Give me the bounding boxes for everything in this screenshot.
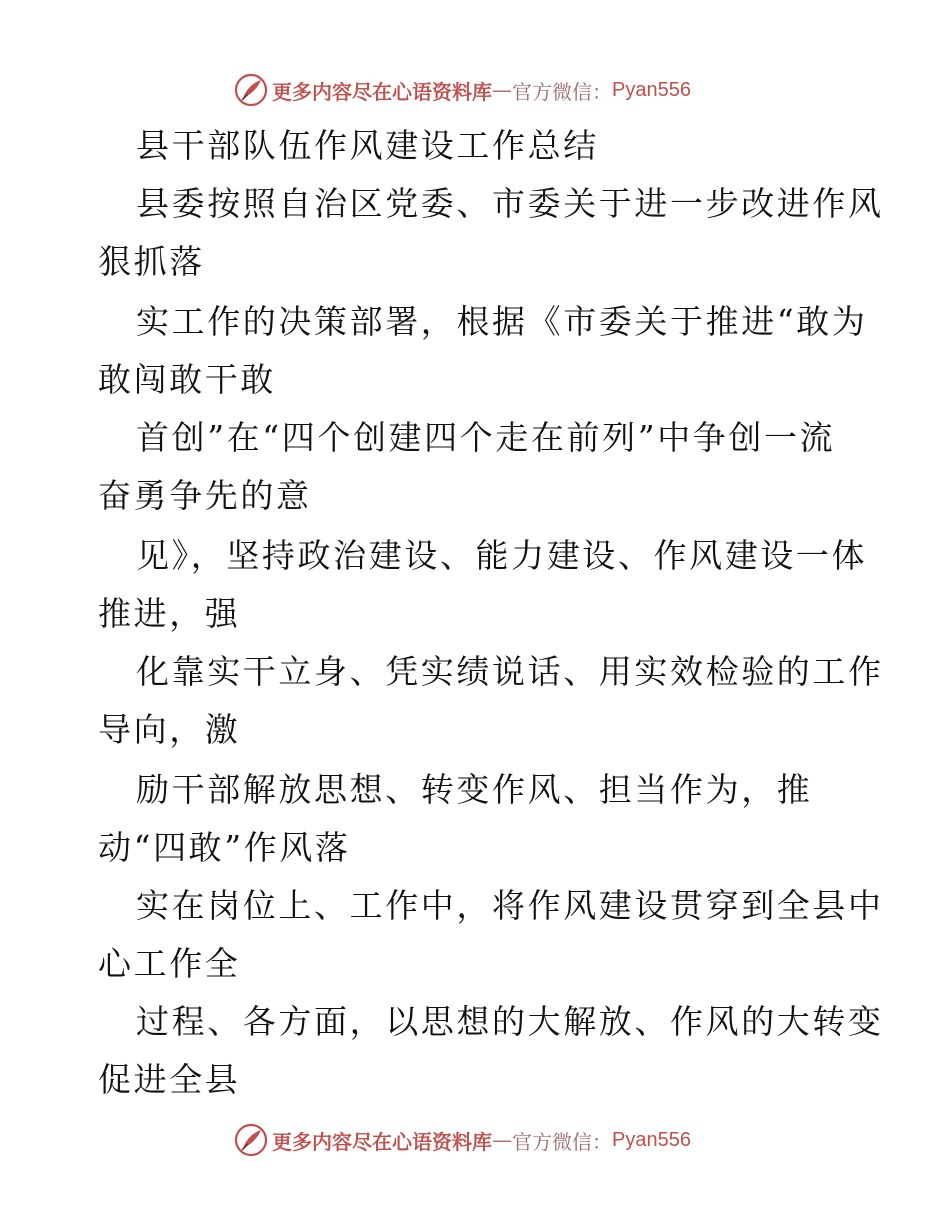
feather-pen-logo-icon (234, 73, 268, 107)
body-line: 化靠实干立身、凭实绩说话、用实效检验的工作 (136, 652, 884, 691)
header-banner (234, 70, 691, 110)
banner-site-text: 更多内容尽在心语资料库 (272, 79, 492, 104)
body-line: 见》，坚持政治建设、能力建设、作风建设一体 (136, 536, 868, 575)
body-line: 狠抓落 (98, 242, 205, 281)
body-line: 县委按照自治区党委、市委关于进一步改进作风 (136, 184, 884, 223)
body-line: 促进全县 (98, 1060, 241, 1099)
body-line: 首创”在“四个创建四个走在前列”中争创一流 (136, 418, 836, 457)
feather-pen-logo-icon (234, 1123, 268, 1157)
body-line: 导向，激 (98, 710, 241, 749)
body-line: 敢闯敢干敢 (98, 360, 276, 399)
body-line: 心工作全 (98, 944, 241, 983)
banner-dash: — (492, 78, 512, 102)
banner-dash: — (492, 1128, 512, 1152)
banner-wechat-id: Pyan556 (612, 78, 691, 101)
document-title: 县干部队伍作风建设工作总结 (136, 126, 599, 165)
body-line: 实工作的决策部署，根据《市委关于推进“敢为 (136, 302, 868, 341)
banner-site-text: 更多内容尽在心语资料库 (272, 1129, 492, 1154)
body-line: 过程、各方面，以思想的大解放、作风的大转变 (136, 1002, 884, 1041)
body-line: 动“四敢”作风落 (98, 828, 351, 867)
banner-wechat-label: 官方微信： (512, 1129, 612, 1154)
body-line: 推进，强 (98, 594, 241, 633)
body-line: 励干部解放思想、转变作风、担当作为，推 (136, 770, 813, 809)
banner-wechat-id: Pyan556 (612, 1128, 691, 1151)
footer-banner (234, 1120, 691, 1160)
banner-wechat-label: 官方微信： (512, 79, 612, 104)
body-line: 实在岗位上、工作中，将作风建设贯穿到全县中 (136, 886, 884, 925)
body-line: 奋勇争先的意 (98, 476, 312, 515)
